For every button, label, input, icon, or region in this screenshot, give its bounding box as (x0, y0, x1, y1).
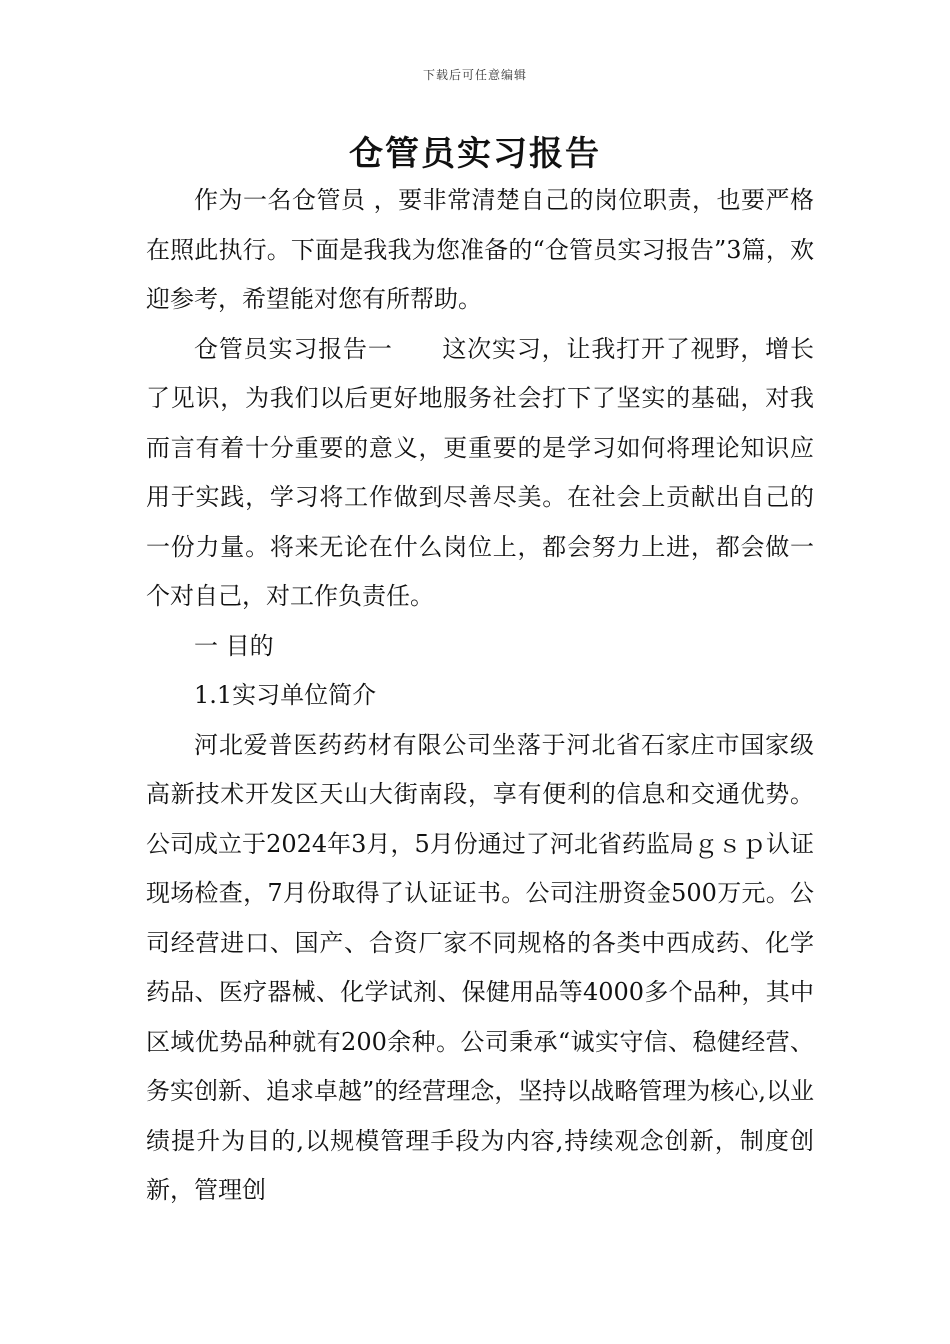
intro-paragraph: 作为一名仓管员 ，要非常清楚自己的岗位职责，也要严格在照此执行。下面是我我为您准备的“仓管员实习报告”3篇，欢迎参考，希望能对您有所帮助。 (146, 186, 814, 313)
document-body (146, 176, 814, 1216)
subsection-heading-company-intro: 1.1实习单位简介 (194, 681, 377, 709)
report-one-paragraph: 仓管员实习报告一 这次实习，让我打开了视野，增长了见识，为我们以后更好地服务社会打下了坚实的基础，对我而言有着十分重要的意义，更重要的是学习如何将理论知识应用于实践，学习将工作做到尽善尽美。在社会上贡献出自己的一份力量。将来无论在什么岗位上，都会努力上进，都会做一个对自己，对工作负责任。 (146, 334, 814, 610)
document-title: 仓管员实习报告 (349, 134, 601, 174)
company-intro-paragraph: 河北爱普医药药材有限公司坐落于河北省石家庄市国家级高新技术开发区天山大街南段，享有便利的信息和交通优势。公司成立于2024年3月，5月份通过了河北省药监局ｇｓｐ认证现场检查，7月份取得了认证证书。公司注册资金500万元。公司经营进口、国产、合资厂家不同规格的各类中西成药、化学药品、医疗器械、化学试剂、保健用品等4000多个品种，其中区域优势品种就有200余种。公司秉承“诚实守信、稳健经营、务实创新、追求卓越”的经营理念，坚持以战略管理为核心,以业绩提升为目的,以规模管理手段为内容,持续观念创新，制度创新，管理创 (146, 730, 814, 1204)
header-note: 下载后可任意编辑 (422, 68, 527, 82)
section-heading-purpose: 一 目的 (194, 631, 274, 660)
